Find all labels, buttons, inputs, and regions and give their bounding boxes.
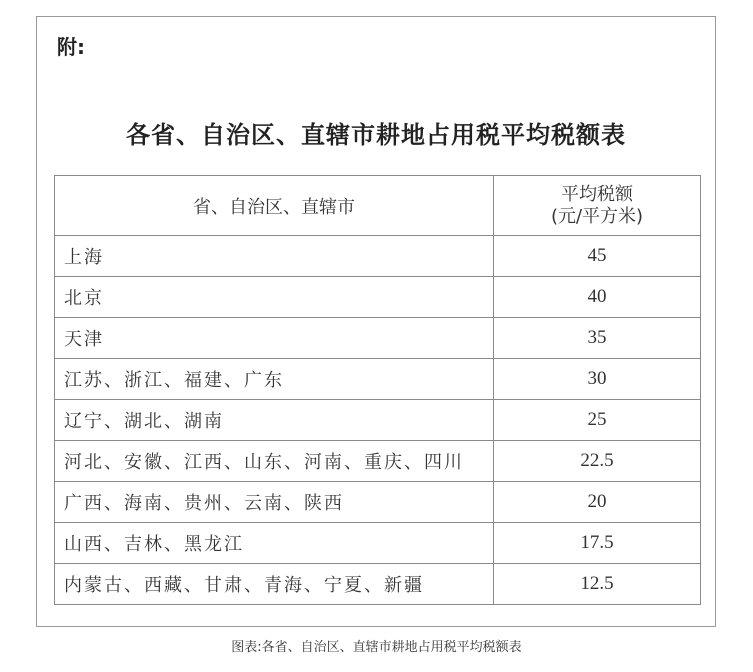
rate-cell: 25: [494, 400, 701, 441]
region-cell: 北京: [55, 277, 494, 318]
region-cell: 内蒙古、西藏、甘肃、青海、宁夏、新疆: [55, 564, 494, 605]
rate-cell: 20: [494, 482, 701, 523]
table-row: [55, 359, 701, 400]
table-row: [55, 523, 701, 564]
table-row: [55, 318, 701, 359]
figure-caption: 图表:各省、自治区、直辖市耕地占用税平均税额表: [231, 640, 522, 655]
region-cell: 广西、海南、贵州、云南、陕西: [55, 482, 494, 523]
table-header-row: [55, 176, 701, 236]
rate-cell: 17.5: [494, 523, 701, 564]
table-row: [55, 277, 701, 318]
region-cell: 江苏、浙江、福建、广东: [55, 359, 494, 400]
rate-column-header: [494, 176, 701, 236]
document-image: [36, 16, 716, 627]
table-row: [55, 236, 701, 277]
table-row: [55, 400, 701, 441]
rate-header-line2: (元/平方米): [550, 205, 644, 227]
table-row: [55, 441, 701, 482]
region-cell: 河北、安徽、江西、山东、河南、重庆、四川: [55, 441, 494, 482]
rate-cell: 40: [494, 277, 701, 318]
rate-cell: 22.5: [494, 441, 701, 482]
rate-cell: 12.5: [494, 564, 701, 605]
rate-header-line1: 平均税额: [561, 183, 633, 205]
region-column-header: 省、自治区、直辖市: [55, 176, 494, 236]
tax-rate-table: [54, 175, 701, 605]
table-row: [55, 564, 701, 605]
rate-cell: 35: [494, 318, 701, 359]
region-cell: 上海: [55, 236, 494, 277]
region-cell: 山西、吉林、黑龙江: [55, 523, 494, 564]
region-cell: 天津: [55, 318, 494, 359]
rate-cell: 45: [494, 236, 701, 277]
region-cell: 辽宁、湖北、湖南: [55, 400, 494, 441]
rate-cell: 30: [494, 359, 701, 400]
table-title: 各省、自治区、直辖市耕地占用税平均税额表: [126, 121, 626, 149]
appendix-label: 附:: [57, 35, 85, 59]
table-row: [55, 482, 701, 523]
